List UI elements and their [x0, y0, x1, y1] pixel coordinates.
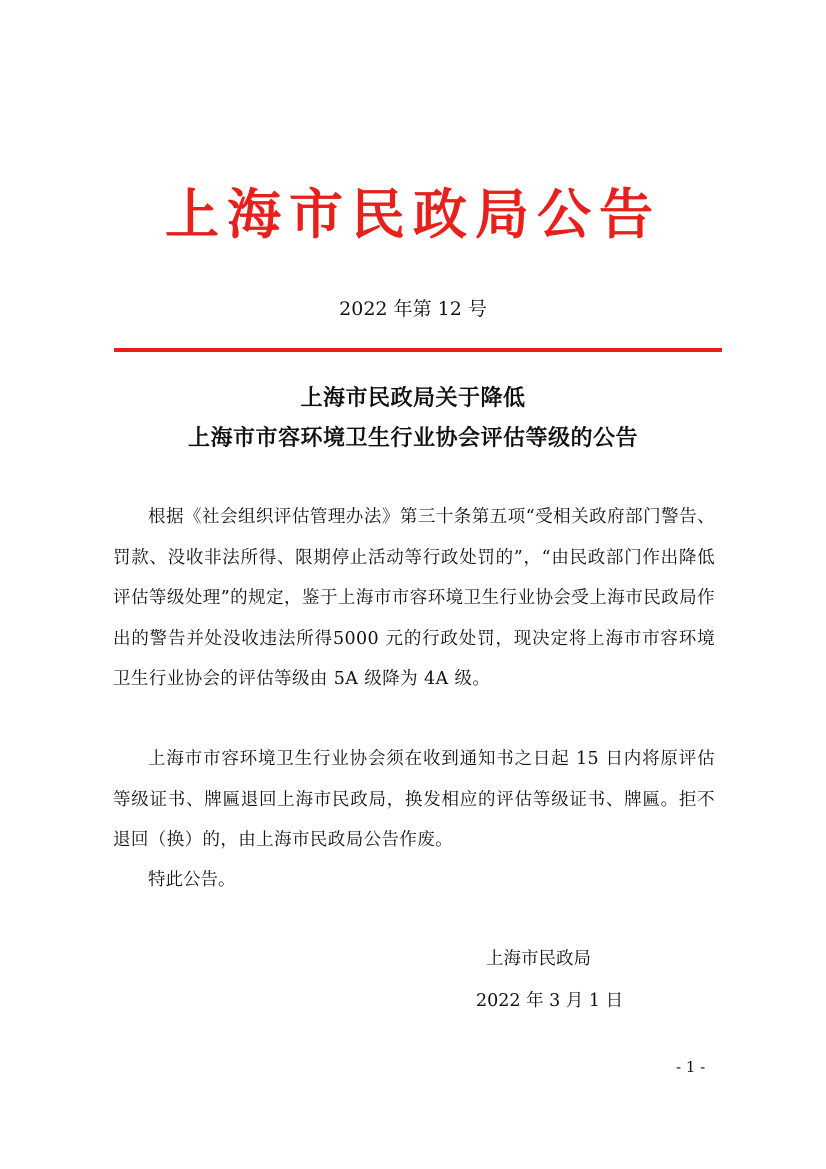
page-number: - 1 - [676, 1058, 706, 1076]
document-title-line-2: 上海市市容环境卫生行业协会评估等级的公告 [187, 425, 638, 451]
header-divider-line [114, 348, 722, 352]
document-title-line-1: 上海市民政局关于降低 [300, 385, 526, 411]
body-paragraph-2: 上海市市容环境卫生行业协会须在收到通知书之日起 15 日内将原评估等级证书、牌匾退回上海市民政局，换发相应的评估等级证书、牌匾。拒不退回（换）的，由上海市民政局公告作废。 [113, 749, 715, 850]
signature-date: 2022 年 3 月 1 日 [476, 991, 624, 1011]
signature-organization: 上海市民政局 [486, 949, 591, 969]
body-paragraph-3: 特此公告。 [148, 870, 236, 890]
document-number: 2022 年第 12 号 [339, 298, 487, 320]
document-header-title: 上海市民政局公告 [165, 183, 661, 246]
body-paragraph-1: 根据《社会组织评估管理办法》第三十条第五项“受相关政府部门警告、罚款、没收非法所得、限期停止活动等行政处罚的”，“由民政部门作出降低评估等级处理”的规定，鉴于上海市市容环境卫生行业协会受上海市民政局作出的警告并处没收违法所得5000 元的行政处罚，现决定将上海市市容环境卫生行业协会的评估等级由 5A 级降为 4A 级。 [113, 507, 715, 689]
